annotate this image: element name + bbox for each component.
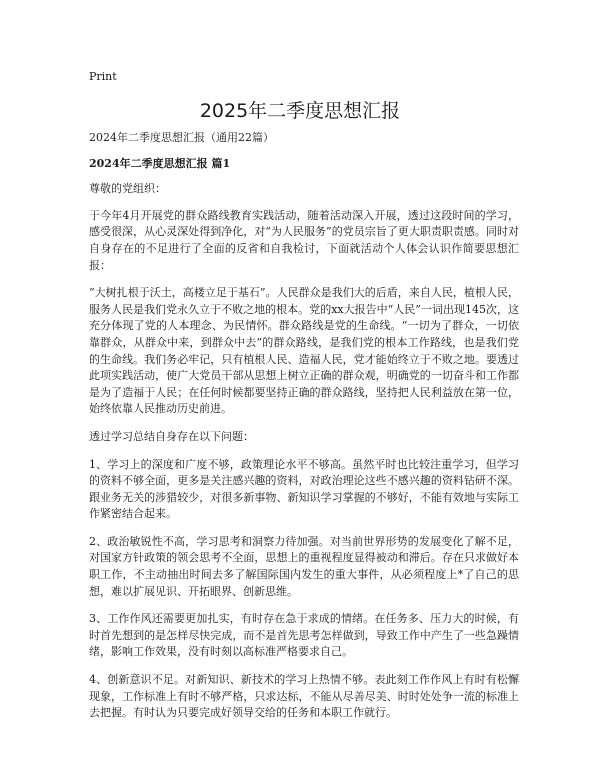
paragraph-problem-4: 4、创新意识不足。对新知识、新技术的学习上热情不够。表此刻工作作风上有时有松懈现象，工作标准上有时不够严格，只求达标，不能从尽善尽美、时时处处争一流的标准上去把握。有时认为只要完成好领导交给的任务和本职工作就行。 — [89, 673, 519, 720]
paragraph-problem-1: 1、学习上的深度和广度不够，政策理论水平不够高。虽然平时也比较注重学习，但学习的资料不够全面，更多是关注感兴趣的资料，对政治理论这些不感兴趣的资料钻研不深。跟业务无关的涉猎较少，对很多新事物、新知识学习掌握的不够好，不能有效地与实际工作紧密结合起来。 — [89, 457, 519, 521]
salutation: 尊敬的党组织： — [89, 182, 166, 196]
document-title: 2025年二季度思想汇报 — [199, 100, 401, 122]
document-subtitle: 2024年二季度思想汇报（通用22篇） — [89, 131, 274, 144]
paragraph-problem-3: 3、工作作风还需要更加扎实，有时存在急于求成的情绪。在任务多、压力大的时候，有时首先想到的是怎样尽快完成，而不是首先思考怎样做到，导致工作中产生了一些急躁情绪，影响工作效果，没有时刻以高标准严格要求自己。 — [89, 612, 519, 659]
paragraph-problems-intro: 透过学习总结自身存在以下问题： — [89, 429, 254, 443]
paragraph-problem-2: 2、政治敏锐性不高，学习思考和洞察力待加强。对当前世界形势的发展变化了解不足，对国家方针政策的领会思考不全面，思想上的重视程度显得被动和滞后。存在只求做好本职工作，不主动抽出时间去多了解国际国内发生的重大事件，从必须程度上*了自己的思想，难以扩展见识、开拓眼界、创新思维。 — [89, 534, 519, 598]
paragraph-intro: 于今年4月开展党的群众路线教育实践活动，随着活动深入开展，透过这段时间的学习，感受很深，从心灵深处得到净化，对“为人民服务”的党员宗旨了更大职责职责感。同时对自身存在的不足进行了全面的反省和自我检讨，下面就活动个人体会认识作简要思想汇报： — [89, 208, 519, 272]
paragraph-mass-line: “大树扎根于沃土，高楼立足于基石”。人民群众是我们大的后盾，来自人民，植根人民，服务人民是我们党永久立于不败之地的根本。党的xx大报告中“人民”一词出现145次，这充分体现了党的人本理念、为民情怀。群众路线是党的生命线。“一切为了群众，一切依靠群众，从群众中来，到群众中去”的群众路线，是我们党的根本工作路线，也是我们党的生命线。我们务必牢记，只有植根人民、造福人民，党才能始终立于不败之地。要透过此项实践活动，使广大党员干部从思想上树立正确的群众观，明确党的一切奋斗和工作都是为了造福于人民；在任何时候都要坚持正确的群众路线，坚持把人民利益放在第一位，始终依靠人民推动历史前进。 — [89, 286, 519, 416]
document-body — [89, 130, 519, 733]
section-heading: 2024年二季度思想汇报 篇1 — [89, 156, 231, 170]
print-link[interactable]: Print — [89, 70, 117, 83]
